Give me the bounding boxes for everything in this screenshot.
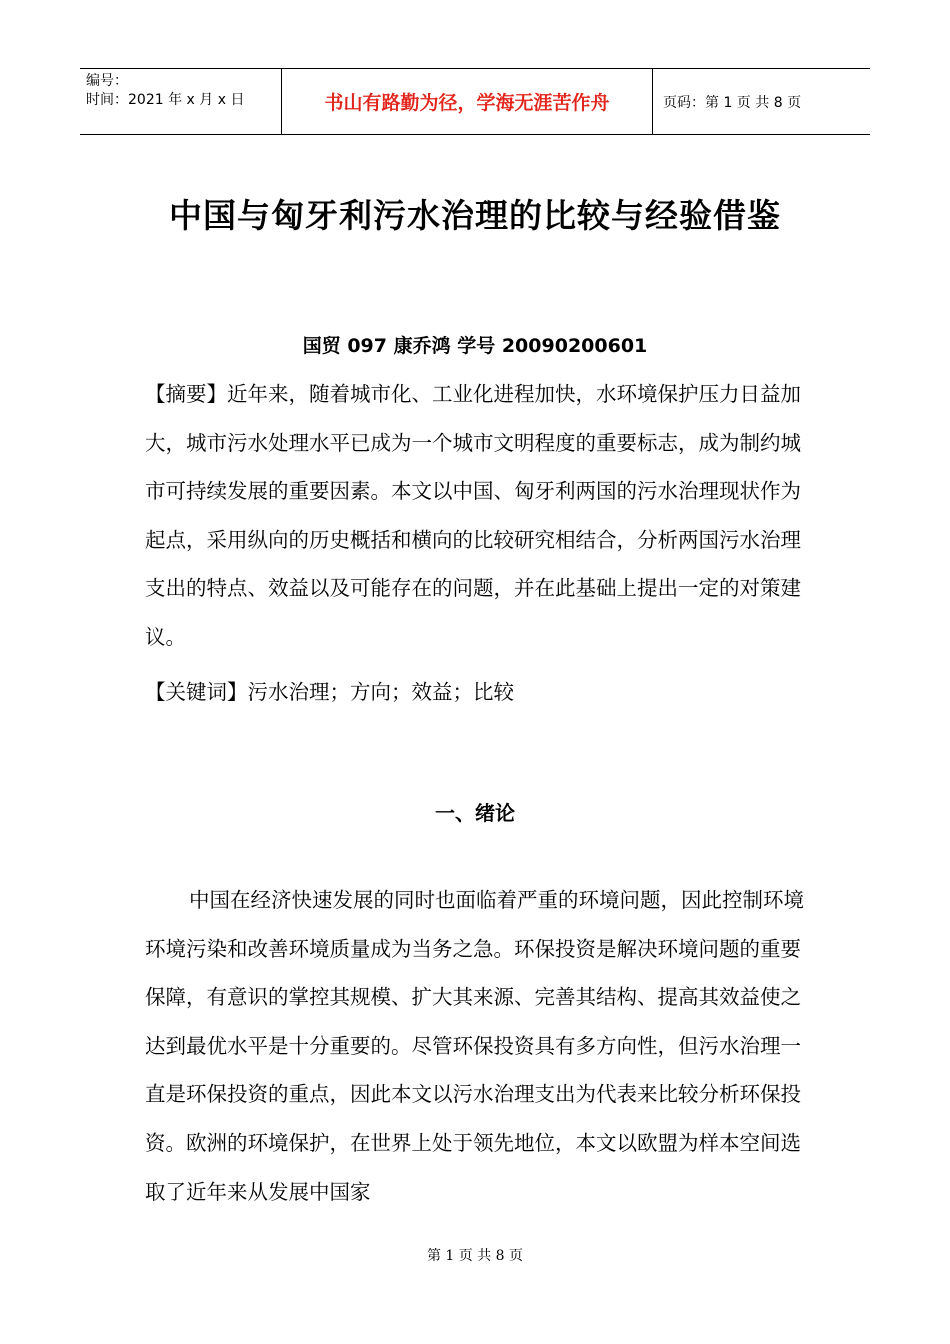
body-paragraph: 中国在经济快速发展的同时也面临着严重的环境问题，因此控制环境环境污染和改善环境质量成为当务之急。环保投资是解决环境问题的重要保障，有意识的掌控其规模、扩大其来源、完善其结构、提高其效益使之达到最优水平是十分重要的。尽管环保投资具有多方向性，但污水治理一直是环保投资的重点，因此本文以污水治理支出为代表来比较分析环保投资。欧洲的环境保护，在世界上处于领先地位，本文以欧盟为样本空间选取了近年来从发展中国家 [145, 888, 804, 1204]
header-page-info: 页码：第 1 页 共 8 页 [663, 94, 802, 111]
document-header [80, 68, 870, 135]
header-motto: 书山有路勤为径，学海无涯苦作舟 [281, 69, 653, 134]
document-date-label: 时间：2021 年 x 月 x 日 [86, 92, 245, 108]
document-number-label: 编号： [86, 73, 128, 89]
header-meta [80, 69, 281, 134]
author-line: 国贸 097 康乔鸿 学号 20090200601 [302, 335, 648, 357]
page-footer: 第 1 页 共 8 页 [426, 1248, 524, 1264]
keywords-paragraph: 【关键词】污水治理；方向；效益；比较 [145, 680, 514, 704]
abstract-paragraph: 【摘要】近年来，随着城市化、工业化进程加快，水环境保护压力日益加大，城市污水处理水平已成为一个城市文明程度的重要标志，成为制约城市可持续发展的重要因素。本文以中国、匈牙利两国的污水治理现状作为起点，采用纵向的历史概括和横向的比较研究相结合，分析两国污水治理支出的特点、效益以及可能存在的问题，并在此基础上提出一定的对策建议。 [145, 382, 801, 649]
document-title: 中国与匈牙利污水治理的比较与经验借鉴 [169, 196, 781, 235]
section-heading: 一、绪论 [435, 801, 515, 825]
